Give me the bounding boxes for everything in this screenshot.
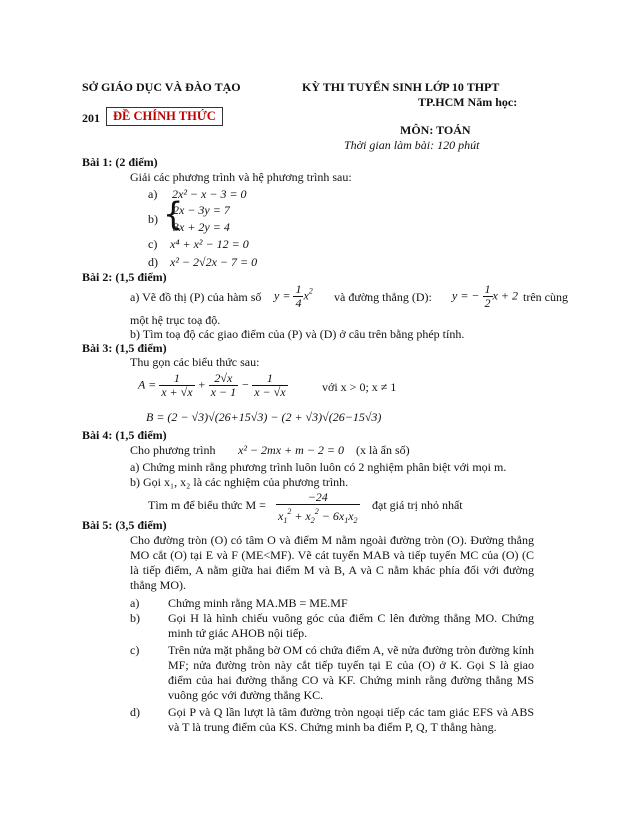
question-4-title: Bài 4: (1,5 điểm)	[82, 428, 167, 442]
expression-B: B = (2 − √3)√(26+15√3) − (2 + √3)√(26−15√3)	[146, 410, 382, 424]
subject-title: MÔN: TOÁN	[400, 123, 471, 137]
question-2-title: Bài 2: (1,5 điểm)	[82, 270, 167, 284]
q4-b-text: b) Gọi x₁, x₂ là các nghiệm của phương trình.	[130, 475, 349, 489]
q1-d-label: d)	[148, 255, 158, 269]
q5-d-label: d)	[130, 705, 140, 719]
question-1-intro: Giải các phương trình và hệ phương trình sau:	[130, 170, 352, 184]
expression-A: A = $\frac{1}{x + √x}$ + $\frac{2√x}{x - 1}$ − $\frac{1}{x - √x}$	[138, 371, 286, 399]
q4-M-expression: $\frac{-24}{x_1^2 + x_2^2 - 6x_1x_2}$	[278, 490, 358, 525]
q2-a-text-line2: một hệ trục toạ độ.	[130, 313, 221, 327]
line-formula: y = − $\frac{1}{2}$ x + 2	[452, 282, 518, 310]
q5-b-label: b)	[130, 611, 140, 625]
exam-title: KỲ THI TUYỂN SINH LỚP 10 THPT	[302, 80, 500, 94]
q2-b-text: b) Tìm toạ độ các giao điểm của (P) và (D) ở câu trên bằng phép tính.	[130, 327, 465, 341]
q1-b-label: b)	[148, 212, 158, 226]
q5-c-text: Trên nửa mặt phẳng bờ OM có chứa điểm A, vẽ nửa đường tròn đường kính MF; nửa đường tròn này cắt tiếp tuyến tại E của (O) ở K. Gọi S là giao điểm của hai đường thẳng CO và KF. Chứng minh rằng đường thẳng MS vuông góc với đường thẳng KC.	[168, 643, 534, 702]
q1-a-label: a)	[148, 187, 158, 201]
year-fragment: 201	[82, 111, 100, 125]
question-3-title: Bài 3: (1,5 điểm)	[82, 341, 167, 355]
q4-find-end: đạt giá trị nhỏ nhất	[372, 498, 463, 512]
q4-M-numerator: −24	[276, 491, 360, 505]
q2-a-text-start: a) Vẽ đồ thị (P) của hàm số	[130, 290, 262, 304]
expression-A-condition: với x > 0; x ≠ 1	[322, 380, 397, 394]
q5-b-text: Gọi H là hình chiếu vuông góc của điểm C lên đường thẳng MO. Chứng minh tứ giác AHOB nội tiếp.	[168, 611, 534, 640]
q4-intro-end: (x là ẩn số)	[356, 443, 410, 457]
question-5-intro: Cho đường tròn (O) có tâm O và điểm M nằm ngoài đường tròn (O). Đường thẳng MO cắt (O) tại E và F (ME<MF). Vẽ cát tuyến MAB và tiếp tuyến MC của (O) (C là tiếp điểm, A nằm giữa hai điểm M và B, A và C nằm khác phía đối với đường thẳng MO).	[130, 533, 534, 592]
q1-c-label: c)	[148, 237, 158, 251]
q5-a-label: a)	[130, 596, 140, 610]
system-brace: {	[163, 195, 184, 233]
q4-intro-start: Cho phương trình	[130, 443, 216, 457]
q1-b-equation-1: 2x − 3y = 7	[173, 203, 230, 217]
q4-find-start: Tìm m để biểu thức M =	[148, 498, 266, 512]
parabola-formula: y = $\frac{1}{4}$ $x^2$	[274, 282, 313, 310]
q5-c-label: c)	[130, 643, 140, 657]
official-exam-badge: ĐỀ CHÍNH THỨC	[106, 107, 223, 126]
q2-a-text-end: trên cùng	[523, 290, 568, 304]
question-1-title: Bài 1: (2 điểm)	[82, 155, 158, 169]
q4-equation: x² − 2mx + m − 2 = 0	[238, 443, 344, 457]
department-title: SỞ GIÁO DỤC VÀ ĐÀO TẠO	[82, 80, 241, 94]
q5-a-text: Chứng minh rằng MA.MB = ME.MF	[168, 596, 348, 610]
q5-d-text: Gọi P và Q lần lượt là tâm đường tròn ngoại tiếp các tam giác EFS và ABS và T là trung điểm của KS. Chứng minh ba điểm P, Q, T thẳng hàng.	[168, 705, 534, 734]
question-5-title: Bài 5: (3,5 điểm)	[82, 518, 167, 532]
q4-a-text: a) Chứng minh rằng phương trình luôn luôn có 2 nghiệm phân biệt với mọi m.	[130, 460, 507, 474]
q1-c-equation: x⁴ + x² − 12 = 0	[170, 237, 249, 251]
exam-location-year: TP.HCM Năm học:	[418, 95, 518, 109]
q1-d-equation: x² − 2√2x − 7 = 0	[170, 255, 258, 269]
q1-b-equation-2: 3x + 2y = 4	[173, 220, 230, 234]
time-limit: Thời gian làm bài: 120 phút	[344, 138, 480, 152]
question-3-intro: Thu gọn các biểu thức sau:	[130, 355, 260, 369]
q1-a-equation: 2x² − x − 3 = 0	[172, 187, 247, 201]
q2-a-text-mid: và đường thẳng (D):	[334, 290, 432, 304]
